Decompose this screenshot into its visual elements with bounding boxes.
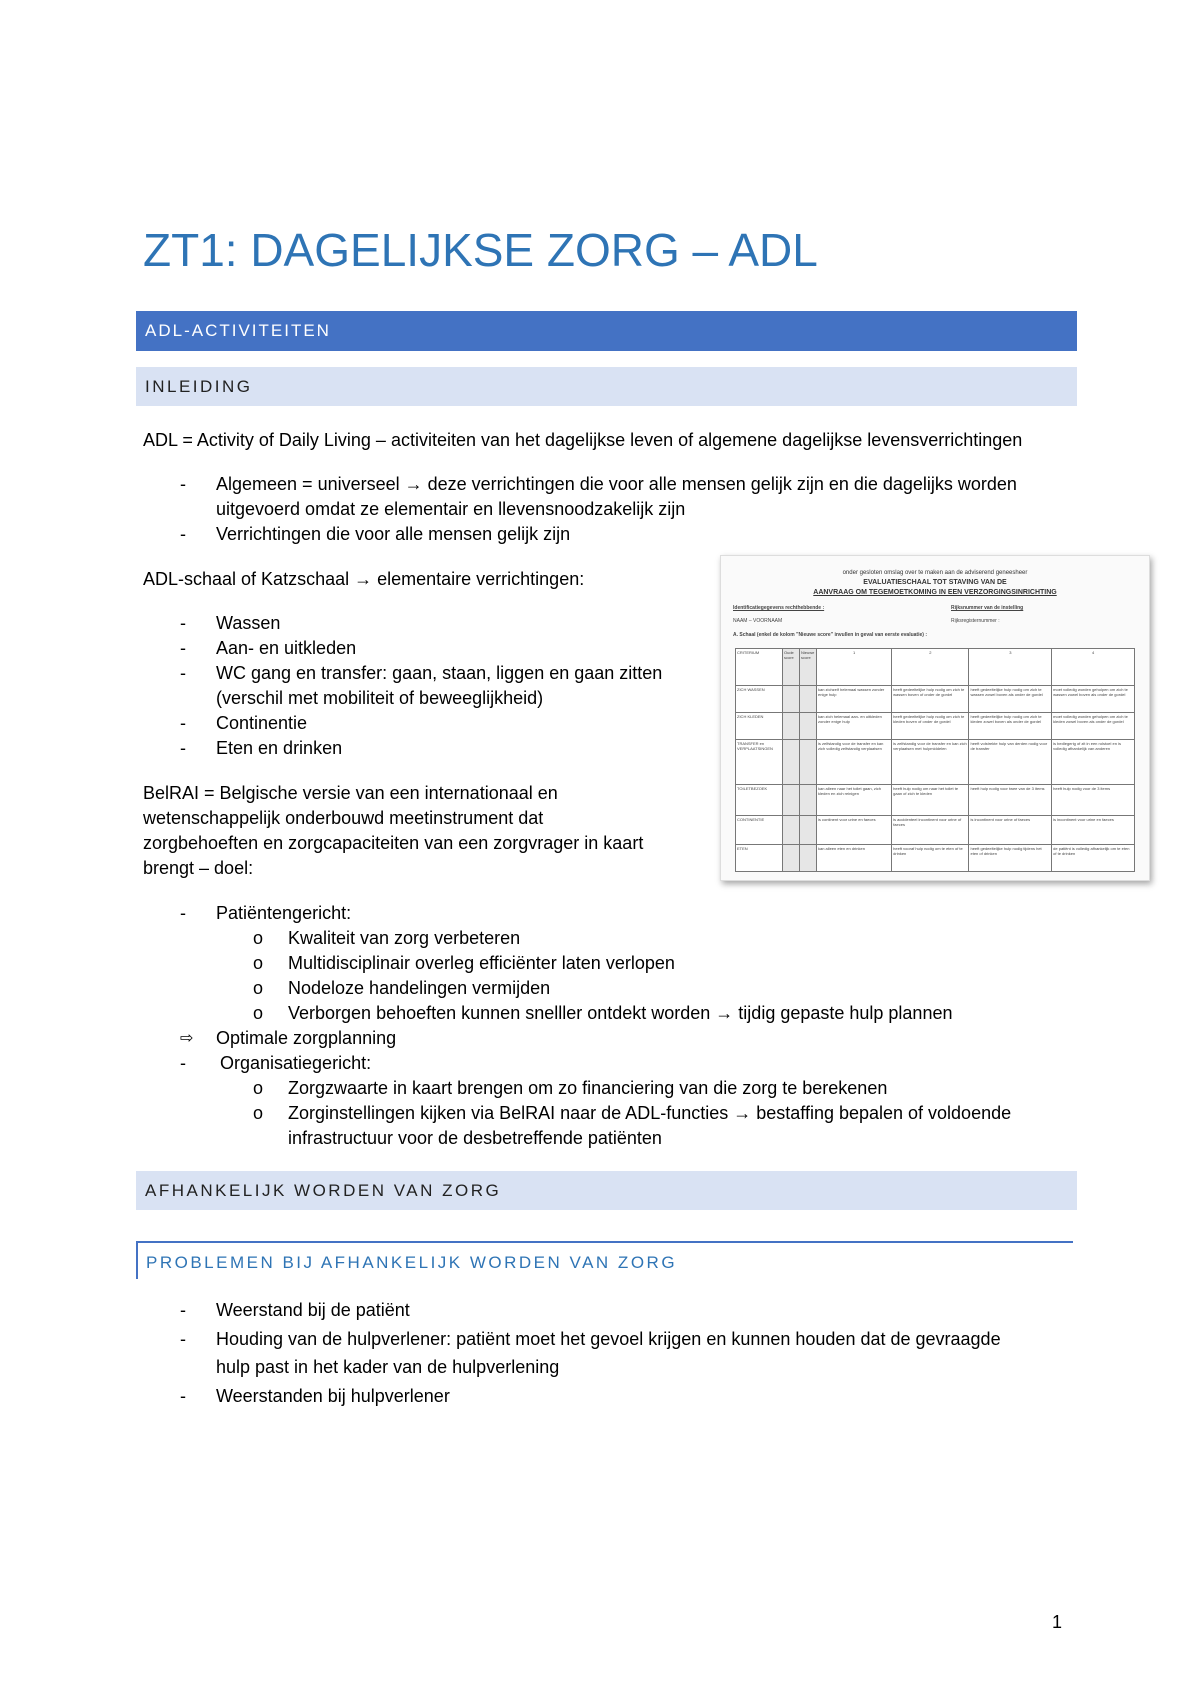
form-cell: kan alleen eten en drinken bbox=[817, 845, 892, 872]
subsubheading-label: PROBLEMEN BIJ AFHANKELIJK WORDEN VAN ZORG bbox=[146, 1253, 678, 1272]
sublist-item: Zorginstellingen kijken via BelRAI naar de ADL-functies → bestaffing bepalen of voldoende bbox=[288, 1103, 1012, 1123]
list-marker: - bbox=[180, 1386, 186, 1406]
adl-definition: ADL = Activity of Daily Living – activiteiten van het dagelijkse leven of algemene dagelijkse levensverrichtingen bbox=[143, 430, 1023, 450]
katz-intro: ADL-schaal of Katzschaal → elementaire verrichtingen: bbox=[143, 569, 585, 589]
form-title: AANVRAAG OM TEGEMOETKOMING IN EEN VERZORGINGSINRICHTING bbox=[813, 589, 1057, 596]
list-marker: - bbox=[180, 738, 186, 758]
form-cell: heeft hulp nodig voor de 3 items bbox=[1052, 785, 1135, 816]
list-marker: - bbox=[180, 524, 186, 544]
form-cell bbox=[783, 686, 800, 713]
page-number: 1 bbox=[1052, 1612, 1063, 1632]
list-item: Houding van de hulpverlener: patiënt moet het gevoel krijgen en kunnen houden dat de gevraagde bbox=[216, 1329, 1001, 1349]
form-table-row bbox=[736, 740, 1135, 785]
sublist-marker: o bbox=[253, 978, 264, 998]
list-marker: - bbox=[180, 663, 186, 683]
form-cell bbox=[800, 740, 817, 785]
form-cell: heeft gedeeltelijke hulp nodig om zich te wassen zowel boven als onder de gordel bbox=[969, 686, 1052, 713]
form-cell bbox=[783, 816, 800, 845]
form-cell: Oude score bbox=[783, 649, 800, 686]
form-cell: kan alleen naar het toilet gaan, zich kleden en zich reinigen bbox=[817, 785, 892, 816]
sublist-item: Zorgzwaarte in kaart brengen om zo financiering van die zorg te berekenen bbox=[288, 1078, 888, 1098]
form-table-row bbox=[736, 785, 1135, 816]
list-marker: - bbox=[180, 613, 186, 633]
subheading-label: INLEIDING bbox=[145, 377, 253, 396]
form-cell: heeft vooraf hulp nodig om te eten of te drinken bbox=[892, 845, 969, 872]
form-table-row bbox=[736, 713, 1135, 740]
list-marker: - bbox=[180, 1329, 186, 1349]
form-cell: is accidenteel incontinent voor urine of faeces bbox=[892, 816, 969, 845]
list-item: Optimale zorgplanning bbox=[216, 1028, 397, 1048]
form-cell: ZICH WASSEN bbox=[736, 686, 783, 713]
form-cell bbox=[800, 785, 817, 816]
form-cell: ETEN bbox=[736, 845, 783, 872]
arrow-marker: ⇨ bbox=[180, 1030, 194, 1047]
section-heading-label: ADL-ACTIVITEITEN bbox=[145, 321, 331, 340]
sublist-item-continuation: infrastructuur voor de desbetreffende patiënten bbox=[288, 1128, 662, 1148]
form-cell bbox=[783, 713, 800, 740]
form-cell: moet volledig worden geholpen om zich te wassen zowel boven als onder de gordel bbox=[1052, 686, 1135, 713]
form-label: Identificatiegegevens rechthebbende : bbox=[733, 605, 825, 611]
form-cell: heeft gedeeltelijke hulp nodig om zich te kleden zowel boven als onder de gordel bbox=[969, 713, 1052, 740]
form-cell: moet volledig worden geholpen om zich te kleden zowel boven als onder de gordel bbox=[1052, 713, 1135, 740]
subheading-inleiding bbox=[136, 367, 1077, 406]
form-cell: is bedlegerig of zit in een rolstoel en is volledig afhankelijk van anderen bbox=[1052, 740, 1135, 785]
belrai-line: brengt – doel: bbox=[143, 858, 254, 878]
form-cell: is continent voor urine en faeces bbox=[817, 816, 892, 845]
form-table-header bbox=[736, 649, 1135, 686]
sublist-marker: o bbox=[253, 928, 264, 948]
list-item: Weerstanden bij hulpverlener bbox=[216, 1386, 450, 1406]
list-item: WC gang en transfer: gaan, staan, liggen en gaan zitten bbox=[216, 663, 663, 683]
list-marker: - bbox=[180, 474, 186, 494]
sublist-marker: o bbox=[253, 1078, 264, 1098]
form-cell: TOILETBEZOEK bbox=[736, 785, 783, 816]
section-heading-adl-activiteiten bbox=[136, 311, 1077, 351]
belrai-line: zorgbehoeften en zorgcapaciteiten van een zorgvrager in kaart bbox=[143, 833, 644, 853]
list-item: Weerstand bij de patiënt bbox=[216, 1300, 410, 1320]
form-cell bbox=[783, 785, 800, 816]
form-cell: heeft hulp nodig voor twee van de 3 items bbox=[969, 785, 1052, 816]
evaluation-form-image bbox=[720, 555, 1150, 881]
form-cell: is zelfstandig voor de transfer en kan zich verplaatsen met hulpmiddelen bbox=[892, 740, 969, 785]
sublist-marker: o bbox=[253, 953, 264, 973]
form-cell: 2 bbox=[892, 649, 969, 686]
form-cell bbox=[800, 816, 817, 845]
list-marker: - bbox=[180, 903, 186, 923]
form-cell bbox=[783, 740, 800, 785]
form-cell: is zelfstandig voor de transfer en kan zich volledig zelfstandig verplaatsen bbox=[817, 740, 892, 785]
sublist-item: Kwaliteit van zorg verbeteren bbox=[288, 928, 521, 948]
sublist-item: Verborgen behoeften kunnen snelller ontdekt worden → tijdig gepaste hulp plannen bbox=[288, 1003, 953, 1023]
list-item: Continentie bbox=[216, 713, 308, 733]
list-item-continuation: (verschil met mobiliteit of beweeglijkheid) bbox=[216, 688, 544, 708]
form-label: Rijksnummer van de instelling bbox=[951, 605, 1024, 611]
list-marker: - bbox=[180, 1053, 186, 1073]
form-cell: CONTINENTIE bbox=[736, 816, 783, 845]
form-label: A. Schaal (enkel de kolom "Nieuwe score" invullen in geval van eerste evaluatie) : bbox=[733, 632, 927, 638]
form-label: NAAM – VOORNAAM bbox=[733, 618, 783, 624]
belrai-line: wetenschappelijk onderbouwd meetinstrument dat bbox=[143, 808, 544, 828]
form-cell bbox=[800, 686, 817, 713]
belrai-line: BelRAI = Belgische versie van een internationaal en bbox=[143, 783, 558, 803]
form-cell: kan zich helemaal aan- en uitkleden zonder enige hulp bbox=[817, 713, 892, 740]
form-cell: heeft volstrekte hulp van derden nodig voor de transfer bbox=[969, 740, 1052, 785]
sublist-item: Multidisciplinair overleg efficiënter laten verlopen bbox=[288, 953, 675, 973]
form-cell: Nieuwe score bbox=[800, 649, 817, 686]
subheading-label: AFHANKELIJK WORDEN VAN ZORG bbox=[145, 1181, 502, 1200]
form-cell: is incontinent voor urine of faeces bbox=[969, 816, 1052, 845]
form-table-row bbox=[736, 816, 1135, 845]
sublist-marker: o bbox=[253, 1003, 264, 1023]
form-cell bbox=[783, 845, 800, 872]
page-title: ZT1: DAGELIJKSE ZORG – ADL bbox=[143, 224, 818, 276]
list-marker: - bbox=[180, 1300, 186, 1320]
list-item: Aan- en uitkleden bbox=[216, 638, 357, 658]
form-cell: heeft gedeeltelijke hulp nodig om zich te kleden boven of onder de gordel bbox=[892, 713, 969, 740]
list-item: Patiëntengericht: bbox=[216, 903, 352, 923]
form-cell bbox=[800, 713, 817, 740]
sublist-item: Nodeloze handelingen vermijden bbox=[288, 978, 551, 998]
form-cell: is incontinent voor urine en faeces bbox=[1052, 816, 1135, 845]
form-cell bbox=[800, 845, 817, 872]
form-label: Rijksregisternummer : bbox=[951, 618, 1000, 624]
form-cell: de patiënt is volledig afhankelijk om te eten of te drinken bbox=[1052, 845, 1135, 872]
subsubheading-problemen bbox=[136, 1241, 1073, 1279]
list-item-continuation: uitgevoerd omdat ze elementair en llevensnoodzakelijk zijn bbox=[216, 499, 686, 519]
sublist-marker: o bbox=[253, 1103, 264, 1123]
list-marker: - bbox=[180, 638, 186, 658]
list-item-continuation: hulp past in het kader van de hulpverlening bbox=[216, 1357, 560, 1377]
form-top-line: onder gesloten omslag over te maken aan de adviserend geneesheer bbox=[842, 570, 1028, 576]
form-table-row bbox=[736, 845, 1135, 872]
list-item: Wassen bbox=[216, 613, 281, 633]
form-table bbox=[735, 648, 1135, 872]
form-cell: 4 bbox=[1052, 649, 1135, 686]
form-table-row bbox=[736, 686, 1135, 713]
form-title: EVALUATIESCHAAL TOT STAVING VAN DE bbox=[863, 579, 1007, 586]
form-cell: kan zichzelf helemaal wassen zonder enige hulp bbox=[817, 686, 892, 713]
form-cell: CRITERIUM bbox=[736, 649, 783, 686]
form-cell: heeft hulp nodig om naar het toilet te gaan of zich te kleden bbox=[892, 785, 969, 816]
subheading-afhankelijk bbox=[136, 1171, 1077, 1210]
form-cell: 1 bbox=[817, 649, 892, 686]
form-cell: TRANSFER en VERPLAATSINGEN bbox=[736, 740, 783, 785]
list-item: Algemeen = universeel → deze verrichtingen die voor alle mensen gelijk zijn en die dagelijks worden bbox=[216, 474, 1017, 494]
form-cell: heeft gedeeltelijke hulp nodig om zich te wassen boven of onder de gordel bbox=[892, 686, 969, 713]
form-cell: heeft gedeeltelijke hulp nodig tijdens het eten of drinken bbox=[969, 845, 1052, 872]
form-cell: ZICH KLEDEN bbox=[736, 713, 783, 740]
list-marker: - bbox=[180, 713, 186, 733]
form-cell: 3 bbox=[969, 649, 1052, 686]
list-item: Eten en drinken bbox=[216, 738, 343, 758]
list-item: Verrichtingen die voor alle mensen gelijk zijn bbox=[216, 524, 571, 544]
list-item: Organisatiegericht: bbox=[220, 1053, 372, 1073]
